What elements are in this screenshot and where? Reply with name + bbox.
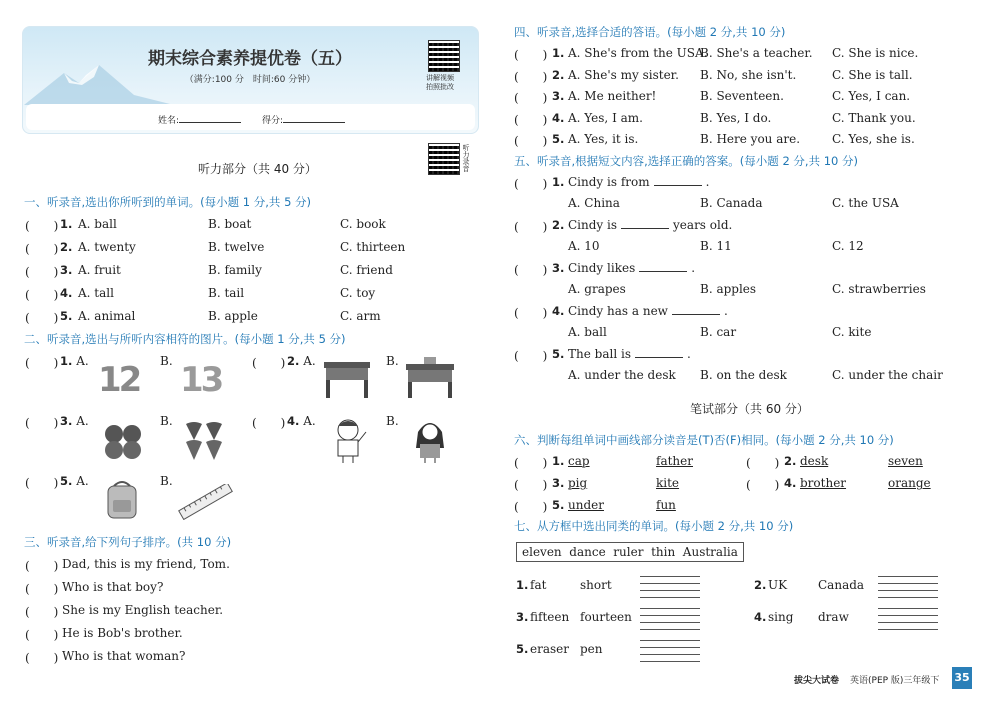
answer-paren[interactable]: ( ): [25, 559, 59, 573]
answer-lines[interactable]: [640, 640, 700, 668]
question-text: [568, 304, 728, 318]
option-c: C. She is tall.: [832, 67, 913, 82]
section-1-title: 一、听录音,选出你所听到的单词。(每小题 1 分,共 5 分): [24, 195, 312, 209]
question-number-label: 2.: [552, 218, 565, 232]
answer-line: [878, 608, 938, 609]
option-a: A. tall: [78, 286, 114, 300]
question-number-label: 5.: [516, 642, 529, 656]
option-a: A. Me neither!: [568, 89, 657, 103]
option-c: C. book: [340, 217, 386, 231]
question-number-label: 1.: [60, 217, 73, 231]
option-a: A. Yes, I am.: [568, 110, 643, 125]
answer-line: [640, 622, 700, 623]
footer-brand: 拔尖大试卷: [794, 676, 840, 686]
question-text: [568, 347, 691, 361]
question-number: [552, 218, 564, 232]
option-b: B. tail: [208, 286, 245, 300]
desk-with-items-image: [404, 356, 456, 400]
word-box: eleven dance ruler thin Australia: [516, 542, 744, 562]
option-c: C. 12: [832, 239, 864, 253]
question-stem-end: .: [705, 175, 710, 189]
question-number-label: 1.: [516, 578, 529, 592]
word-compare: orange: [888, 476, 931, 490]
option-c: C. arm: [340, 309, 381, 323]
word-2: Canada: [818, 578, 865, 592]
answer-paren[interactable]: ( ): [25, 219, 59, 233]
word-2: short: [580, 578, 612, 592]
answer-line: [640, 597, 700, 598]
question-number: [784, 454, 796, 468]
question-number: [754, 578, 766, 592]
question-number-label: 3.: [552, 89, 565, 103]
question-number-label: 2.: [754, 578, 767, 592]
word-underlined: cap: [568, 454, 590, 468]
answer-paren[interactable]: ( ): [514, 478, 548, 492]
question-number-label: 2.: [60, 240, 73, 254]
option-a: A. twenty: [78, 240, 136, 254]
question-number-label: 5.: [60, 309, 73, 323]
apples-image: [102, 422, 146, 460]
option-b: B. family: [208, 263, 262, 277]
question-number-label: 3.: [552, 261, 565, 275]
option-a: A. animal: [78, 309, 136, 323]
question-number: [60, 240, 72, 254]
question-number-label: 4.: [754, 610, 767, 624]
option-a: A. under the desk: [568, 368, 676, 382]
answer-lines[interactable]: [878, 608, 938, 636]
option-a: A. She's from the USA.: [568, 46, 708, 60]
section-3-title: 三、听录音,给下列句子排序。(共 10 分): [24, 535, 232, 549]
question-number: 4. A.: [287, 414, 316, 428]
sentence: Who is that boy?: [62, 580, 164, 594]
option-c: C. thirteen: [340, 240, 406, 254]
question-stem: Cindy is from: [568, 175, 650, 189]
word-1: fifteen: [530, 610, 570, 624]
answer-lines[interactable]: [640, 608, 700, 636]
answer-paren[interactable]: ( ): [25, 288, 59, 302]
option-a: A. China: [568, 196, 620, 210]
answer-paren[interactable]: ( ): [514, 220, 548, 234]
answer-paren[interactable]: ( ): [514, 500, 548, 514]
option-b: B. car: [700, 325, 737, 339]
desk-image: [322, 356, 372, 400]
answer-line: [878, 629, 938, 630]
question-number: [516, 610, 528, 624]
word-compare: seven: [888, 454, 923, 468]
option-a: A. 10: [568, 239, 600, 253]
answer-blank[interactable]: [672, 304, 720, 315]
word-underlined: desk: [800, 454, 829, 468]
question-number: [552, 347, 564, 361]
answer-paren[interactable]: ( ): [514, 134, 548, 148]
answer-lines[interactable]: [878, 576, 938, 604]
option-c: C. strawberries: [832, 282, 926, 296]
answer-paren[interactable]: ( ): [252, 356, 286, 370]
answer-paren[interactable]: ( ): [25, 265, 59, 279]
answer-line: [878, 622, 938, 623]
question-number-label: 3.: [60, 263, 73, 277]
answer-line: [640, 576, 700, 577]
option-b: B. twelve: [208, 240, 265, 254]
word-compare: father: [656, 454, 693, 468]
option-c: C. friend: [340, 263, 393, 277]
question-number: [516, 642, 528, 656]
option-b: B. No, she isn't.: [700, 67, 797, 82]
option-a: A. ball: [568, 325, 607, 339]
word-2: draw: [818, 610, 849, 624]
name-label: 姓名:: [158, 113, 241, 126]
answer-paren[interactable]: ( ): [514, 112, 548, 127]
word-1: sing: [768, 610, 794, 624]
question-number: [754, 610, 766, 624]
question-stem-end: .: [686, 347, 691, 361]
answer-line: [640, 647, 700, 648]
question-stem-end: .: [723, 304, 728, 318]
answer-paren[interactable]: ( ): [514, 48, 548, 62]
answer-paren[interactable]: ( ): [25, 582, 59, 596]
option-b-label: B.: [160, 474, 173, 488]
word-underlined: brother: [800, 476, 847, 490]
question-number: [552, 304, 564, 318]
section-5-title: 五、听录音,根据短文内容,选择正确的答案。(每小题 2 分,共 10 分): [514, 154, 859, 168]
answer-paren[interactable]: ( ): [514, 177, 548, 191]
answer-paren[interactable]: ( ): [25, 605, 59, 619]
exam-title: 期末综合素养提优卷（五）: [148, 49, 352, 69]
answer-paren[interactable]: ( ): [746, 478, 780, 492]
written-title: 笔试部分（共 60 分）: [690, 402, 809, 416]
answer-paren[interactable]: ( ): [514, 263, 548, 277]
option-c: C. toy: [340, 286, 376, 300]
answer-blank[interactable]: [621, 218, 669, 229]
question-number: [552, 89, 564, 103]
qr-code-icon: [428, 40, 460, 72]
word-1: eraser: [530, 642, 569, 656]
question-number-label: 1.: [552, 454, 565, 468]
option-b: B. Here you are.: [700, 132, 801, 146]
option-a: A. grapes: [568, 282, 626, 296]
option-b-label: B.: [386, 414, 399, 428]
question-number-label: 3.: [516, 610, 529, 624]
question-number-label: 4.: [784, 476, 797, 490]
question-number: [552, 498, 564, 512]
answer-line: [878, 615, 938, 616]
answer-line: [640, 608, 700, 609]
option-c: C. under the chair: [832, 368, 943, 382]
question-number: [552, 261, 564, 275]
answer-paren[interactable]: ( ): [25, 476, 59, 490]
question-number: 2. A.: [287, 354, 316, 368]
word-1: UK: [768, 578, 788, 592]
answer-line: [640, 654, 700, 655]
answer-line: [640, 583, 700, 584]
answer-lines[interactable]: [640, 576, 700, 604]
answer-paren[interactable]: ( ): [25, 651, 59, 665]
question-number: [60, 286, 72, 300]
footer-subject: 英语(PEP 版)三年级下: [850, 676, 940, 686]
sentence: He is Bob's brother.: [62, 626, 183, 640]
answer-paren[interactable]: ( ): [514, 91, 548, 105]
question-stem: The ball is: [568, 347, 631, 361]
option-b: B. She's a teacher.: [700, 46, 813, 60]
boy-image: [330, 418, 370, 464]
option-b: B. apples: [700, 282, 757, 296]
ruler-image: [176, 484, 236, 520]
question-number-label: 1.: [552, 175, 565, 189]
option-a: A. Yes, it is.: [568, 132, 639, 146]
question-number: 1. A.: [60, 354, 89, 368]
question-number-label: 4.: [60, 286, 73, 300]
question-stem: Cindy is: [568, 218, 618, 232]
answer-line: [640, 661, 700, 662]
option-a: A. ball: [78, 217, 117, 231]
question-number-label: 5.: [552, 498, 565, 512]
option-b: B. boat: [208, 217, 252, 231]
option-a: A. She's my sister.: [568, 67, 679, 82]
sentence: She is my English teacher.: [62, 603, 224, 617]
option-b: B. Yes, I do.: [700, 110, 772, 125]
qr-caption: 听力录音: [462, 144, 470, 172]
question-stem: Cindy likes: [568, 261, 636, 275]
question-number: [516, 578, 528, 592]
word-2: fourteen: [580, 610, 632, 624]
question-text: [568, 261, 695, 275]
name-score-bar: [26, 104, 475, 130]
section-2-title: 二、听录音,选出与所听内容相符的图片。(每小题 1 分,共 5 分): [24, 332, 346, 346]
answer-line: [878, 576, 938, 577]
question-text: [568, 218, 732, 232]
answer-line: [640, 590, 700, 591]
option-a: A. fruit: [78, 263, 121, 277]
answer-paren[interactable]: ( ): [514, 69, 548, 84]
answer-paren[interactable]: ( ): [514, 349, 548, 363]
question-number-label: 2.: [784, 454, 797, 468]
option-c: C. She is nice.: [832, 46, 919, 60]
question-number: [60, 263, 72, 277]
page-number: 35: [952, 667, 972, 689]
question-stem-end: years old.: [673, 218, 733, 232]
answer-line: [640, 629, 700, 630]
question-number-label: 4.: [552, 304, 565, 318]
question-stem: Cindy has a new: [568, 304, 668, 318]
answer-line: [878, 597, 938, 598]
answer-paren[interactable]: ( ): [514, 456, 548, 470]
question-number: [552, 175, 564, 189]
qr-caption: 讲解视频: [426, 74, 454, 82]
word-1: fat: [530, 578, 547, 592]
answer-paren[interactable]: ( ): [25, 416, 59, 430]
question-number: 3. A.: [60, 414, 89, 428]
answer-line: [878, 583, 938, 584]
question-text: [568, 175, 709, 189]
sentence: Who is that woman?: [62, 649, 186, 663]
option-b: B. 11: [700, 239, 732, 253]
question-number: [784, 476, 796, 490]
question-number-label: 2.: [552, 67, 565, 82]
option-c: C. Yes, I can.: [832, 89, 911, 103]
option-c: C. Yes, she is.: [832, 132, 915, 146]
word-compare: kite: [656, 476, 680, 490]
word-underlined: pig: [568, 476, 588, 490]
option-b: B. on the desk: [700, 368, 787, 382]
question-stem-end: .: [691, 261, 696, 275]
option-c: C. the USA: [832, 196, 899, 210]
answer-blank[interactable]: [635, 347, 683, 358]
question-number-label: 5.: [552, 132, 565, 146]
answer-paren[interactable]: ( ): [25, 628, 59, 642]
option-b-label: B.: [160, 414, 173, 428]
option-c: C. Thank you.: [832, 110, 916, 125]
question-number-label: 5.: [552, 347, 565, 361]
answer-paren[interactable]: ( ): [25, 242, 59, 256]
option-b-label: B.: [160, 354, 173, 368]
option-b: B. Seventeen.: [700, 89, 784, 103]
question-number: [552, 476, 564, 490]
score-label: 得分:: [262, 113, 345, 126]
option-c: C. kite: [832, 325, 872, 339]
qr-caption: 拍照批改: [426, 83, 454, 91]
question-number: [552, 454, 564, 468]
sentence: Dad, this is my friend, Tom.: [62, 557, 230, 571]
question-number: [552, 68, 564, 82]
strawberries-image: [182, 420, 226, 462]
question-number: [60, 309, 72, 323]
question-number-label: 1.: [552, 46, 565, 60]
number-12-image: 12: [98, 360, 140, 400]
question-number-label: 4.: [552, 110, 565, 125]
option-b: B. Canada: [700, 196, 763, 210]
exam-subtitle: （满分:100 分 时间:60 分钟）: [184, 75, 316, 85]
number-13-image: 13: [180, 360, 222, 400]
answer-blank[interactable]: [654, 175, 702, 186]
option-b-label: B.: [386, 354, 399, 368]
option-b: B. apple: [208, 309, 258, 323]
section-4-title: 四、听录音,选择合适的答语。(每小题 2 分,共 10 分): [514, 25, 786, 39]
word-underlined: under: [568, 498, 604, 512]
answer-blank[interactable]: [639, 261, 687, 272]
question-number: [552, 46, 564, 60]
answer-paren[interactable]: ( ): [514, 306, 548, 320]
question-number: 5. A.: [60, 474, 89, 488]
listening-title: 听力部分（共 40 分）: [198, 162, 317, 176]
answer-line: [640, 640, 700, 641]
answer-paren[interactable]: ( ): [252, 416, 286, 430]
question-number: [552, 111, 564, 125]
section-6-title: 六、判断每组单词中画线部分读音是(T)否(F)相同。(每小题 2 分,共 10 分): [514, 433, 894, 447]
girl-image: [410, 418, 450, 464]
answer-paren[interactable]: ( ): [25, 356, 59, 370]
schoolbag-image: [104, 478, 140, 520]
section-7-title: 七、从方框中选出同类的单词。(每小题 2 分,共 10 分): [514, 519, 794, 533]
word-compare: fun: [656, 498, 676, 512]
question-number: [552, 132, 564, 146]
qr-code-icon: [428, 143, 460, 175]
answer-line: [640, 615, 700, 616]
answer-paren[interactable]: ( ): [746, 456, 780, 470]
question-number-label: 3.: [552, 476, 565, 490]
word-2: pen: [580, 642, 603, 656]
answer-line: [878, 590, 938, 591]
answer-paren[interactable]: ( ): [25, 311, 59, 325]
question-number: [60, 217, 72, 231]
